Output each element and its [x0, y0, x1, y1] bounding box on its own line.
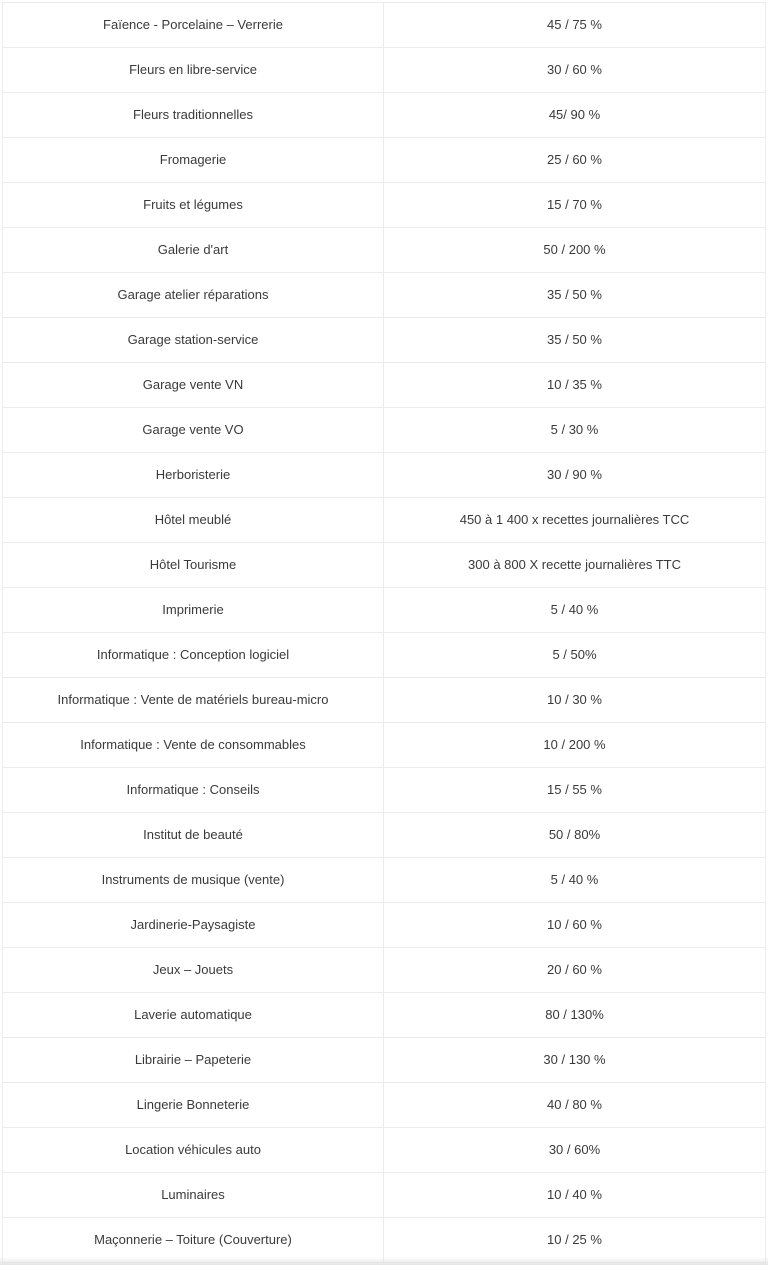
table-row [3, 48, 766, 93]
rate-cell: 10 / 35 % [384, 363, 766, 408]
table-row [3, 723, 766, 768]
activity-cell: Garage vente VN [3, 363, 384, 408]
activity-cell: Imprimerie [3, 588, 384, 633]
rate-cell: 15 / 70 % [384, 183, 766, 228]
activity-cell: Herboristerie [3, 453, 384, 498]
rate-cell: 30 / 60% [384, 1128, 766, 1173]
activity-cell: Maçonnerie – Toiture (Couverture) [3, 1218, 384, 1263]
activity-cell: Faïence - Porcelaine – Verrerie [3, 3, 384, 48]
rate-cell: 5 / 30 % [384, 408, 766, 453]
table-row [3, 813, 766, 858]
table-row [3, 1218, 766, 1263]
activity-cell: Garage atelier réparations [3, 273, 384, 318]
table-row [3, 633, 766, 678]
activity-cell: Fruits et légumes [3, 183, 384, 228]
table-row [3, 543, 766, 588]
table-row [3, 948, 766, 993]
table-row [3, 1038, 766, 1083]
activity-cell: Jardinerie-Paysagiste [3, 903, 384, 948]
valuation-table [2, 2, 766, 1263]
rate-cell: 35 / 50 % [384, 318, 766, 363]
rate-cell: 80 / 130% [384, 993, 766, 1038]
rate-cell: 45/ 90 % [384, 93, 766, 138]
rate-cell: 300 à 800 X recette journalières TTC [384, 543, 766, 588]
rate-cell: 20 / 60 % [384, 948, 766, 993]
activity-cell: Luminaires [3, 1173, 384, 1218]
activity-cell: Laverie automatique [3, 993, 384, 1038]
activity-cell: Lingerie Bonneterie [3, 1083, 384, 1128]
rate-cell: 5 / 40 % [384, 588, 766, 633]
activity-cell: Informatique : Vente de matériels bureau-micro [3, 678, 384, 723]
rate-cell: 30 / 90 % [384, 453, 766, 498]
bottom-scroll-fade [0, 1257, 768, 1265]
table-row [3, 408, 766, 453]
table-row [3, 498, 766, 543]
activity-cell: Institut de beauté [3, 813, 384, 858]
table-row [3, 678, 766, 723]
table-row [3, 93, 766, 138]
rate-cell: 10 / 30 % [384, 678, 766, 723]
rate-cell: 15 / 55 % [384, 768, 766, 813]
table-row [3, 1083, 766, 1128]
rate-cell: 5 / 50% [384, 633, 766, 678]
rate-cell: 45 / 75 % [384, 3, 766, 48]
table-row [3, 183, 766, 228]
rate-cell: 5 / 40 % [384, 858, 766, 903]
activity-cell: Fromagerie [3, 138, 384, 183]
rate-cell: 10 / 25 % [384, 1218, 766, 1263]
activity-cell: Informatique : Conseils [3, 768, 384, 813]
table-row [3, 588, 766, 633]
activity-cell: Informatique : Conception logiciel [3, 633, 384, 678]
activity-cell: Galerie d'art [3, 228, 384, 273]
table-body [3, 3, 766, 1263]
activity-cell: Hôtel meublé [3, 498, 384, 543]
table-row [3, 273, 766, 318]
activity-cell: Garage station-service [3, 318, 384, 363]
rate-cell: 40 / 80 % [384, 1083, 766, 1128]
table-row [3, 1173, 766, 1218]
rate-cell: 10 / 60 % [384, 903, 766, 948]
rate-cell: 50 / 80% [384, 813, 766, 858]
table-row [3, 858, 766, 903]
table-row [3, 1128, 766, 1173]
activity-cell: Fleurs traditionnelles [3, 93, 384, 138]
activity-cell: Garage vente VO [3, 408, 384, 453]
activity-cell: Location véhicules auto [3, 1128, 384, 1173]
activity-cell: Jeux – Jouets [3, 948, 384, 993]
rate-cell: 30 / 130 % [384, 1038, 766, 1083]
table-row [3, 363, 766, 408]
activity-cell: Hôtel Tourisme [3, 543, 384, 588]
table-row [3, 228, 766, 273]
table-row [3, 453, 766, 498]
table-row [3, 138, 766, 183]
table-row [3, 993, 766, 1038]
activity-cell: Fleurs en libre-service [3, 48, 384, 93]
rate-cell: 50 / 200 % [384, 228, 766, 273]
rate-cell: 30 / 60 % [384, 48, 766, 93]
activity-cell: Librairie – Papeterie [3, 1038, 384, 1083]
table-row [3, 318, 766, 363]
table-row [3, 3, 766, 48]
rate-cell: 10 / 40 % [384, 1173, 766, 1218]
activity-cell: Instruments de musique (vente) [3, 858, 384, 903]
valuation-table-container [2, 2, 765, 1263]
activity-cell: Informatique : Vente de consommables [3, 723, 384, 768]
rate-cell: 35 / 50 % [384, 273, 766, 318]
rate-cell: 10 / 200 % [384, 723, 766, 768]
rate-cell: 450 à 1 400 x recettes journalières TCC [384, 498, 766, 543]
rate-cell: 25 / 60 % [384, 138, 766, 183]
table-row [3, 768, 766, 813]
table-row [3, 903, 766, 948]
